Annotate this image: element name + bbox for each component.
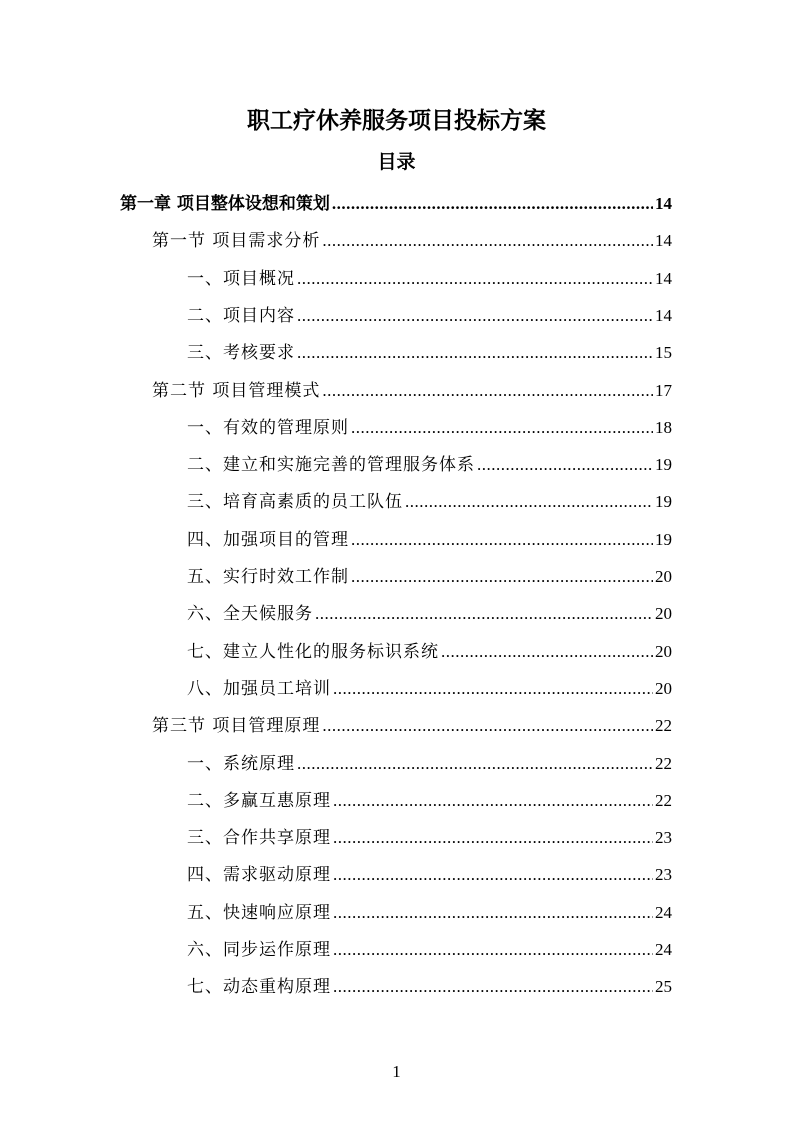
toc-item-entry[interactable] [187,638,672,666]
toc-entry-page: 15 [655,343,672,363]
page-number: 1 [392,1062,401,1081]
dot-leader [333,861,653,889]
toc-entry-page: 19 [655,492,672,512]
dot-leader [333,973,653,1001]
dot-leader [315,600,653,628]
toc-entry-page: 24 [655,940,672,959]
toc-item-entry[interactable] [187,787,672,815]
toc-entry-label: 四、加强项目的管理 [187,529,349,550]
toc-entry-label: 五、实行时效工作制 [187,567,349,587]
toc-entry-page: 20 [655,641,672,661]
toc-entry-label: 三、考核要求 [187,343,295,364]
toc-item-entry[interactable] [187,824,672,852]
toc-entry-label: 第三节 项目管理原理 [152,716,321,737]
dot-leader [297,302,653,330]
toc-item-entry[interactable] [187,451,672,479]
toc-entry-label: 一、有效的管理原则 [187,417,349,438]
toc-entry-page: 14 [655,305,672,325]
toc-entry-label: 二、多赢互惠原理 [187,790,331,811]
toc-item-entry[interactable] [187,265,672,293]
toc-section-entry[interactable] [152,712,672,740]
dot-leader [477,451,653,479]
dot-leader [322,377,653,405]
toc-entry-label: 一、系统原理 [187,753,295,774]
toc-item-entry[interactable] [187,936,672,964]
toc-item-entry[interactable] [187,899,672,927]
toc-entry-page: 17 [655,380,672,400]
toc-entry-label: 六、同步运作原理 [187,940,331,960]
toc-item-entry[interactable] [187,675,672,703]
toc-entry-page: 18 [655,417,672,437]
toc-entry-page: 19 [655,529,672,549]
toc-entry-label: 七、动态重构原理 [187,977,331,998]
dot-leader [297,750,653,778]
toc-entry-page: 23 [655,828,672,848]
dot-leader [333,899,653,927]
toc-item-entry[interactable] [187,302,672,330]
dot-leader [322,227,653,255]
toc-entry-page: 24 [655,902,672,922]
toc-item-entry[interactable] [187,973,672,1001]
toc-item-entry[interactable] [187,750,672,778]
toc-item-entry[interactable] [187,861,672,889]
toc-entry-page: 22 [655,753,672,773]
toc-entry-label: 六、全天候服务 [187,604,313,625]
dot-leader [322,712,653,740]
toc-item-entry[interactable] [187,526,672,554]
toc-entry-label: 一、项目概况 [187,268,295,289]
toc-entry-label: 五、快速响应原理 [187,902,331,923]
dot-leader [333,936,653,964]
dot-leader [333,675,653,703]
toc-entry-page: 25 [655,977,672,997]
document-title: 职工疗休养服务项目投标方案 [247,108,546,134]
dot-leader [351,563,653,591]
dot-leader [441,638,653,666]
toc-entry-page: 19 [655,455,672,475]
toc-entry-label: 第一章 项目整体设想和策划 [120,194,330,214]
dot-leader [297,339,653,367]
dot-leader [405,488,653,516]
toc-entry-page: 20 [655,678,672,698]
dot-leader [297,265,653,293]
toc-entry-page: 20 [655,567,672,586]
toc-entry-label: 三、合作共享原理 [187,828,331,849]
toc-section-entry[interactable] [152,227,672,255]
toc-entry-label: 八、加强员工培训 [187,678,331,699]
toc-section-entry[interactable] [152,377,672,405]
toc-item-entry[interactable] [187,339,672,367]
toc-entry-page: 22 [655,790,672,810]
toc-entry-label: 二、建立和实施完善的管理服务体系 [187,455,475,476]
toc-entry-page: 14 [655,268,672,288]
toc-entry-label: 第二节 项目管理模式 [152,380,321,401]
dot-leader [351,414,653,442]
dot-leader [333,824,653,852]
toc-item-entry[interactable] [187,600,672,628]
toc-entry-page: 14 [655,194,672,213]
toc-entry-page: 22 [655,716,672,736]
toc-entry-label: 七、建立人性化的服务标识系统 [187,641,439,662]
dot-leader [351,526,653,554]
toc-heading: 目录 [377,151,416,173]
toc-entry-label: 四、需求驱动原理 [187,865,331,886]
toc-entry-page: 20 [655,604,672,624]
dot-leader [333,787,653,815]
toc-entry-label: 第一节 项目需求分析 [152,231,321,252]
toc-chapter-entry[interactable] [120,190,672,218]
toc-item-entry[interactable] [187,414,672,442]
toc-item-entry[interactable] [187,563,672,591]
toc-item-entry[interactable] [187,488,672,516]
toc-entry-label: 三、培育高素质的员工队伍 [187,492,403,513]
dot-leader [332,190,653,218]
toc-entry-page: 23 [655,865,672,885]
toc-entry-label: 二、项目内容 [187,305,295,326]
toc-entry-page: 14 [655,231,672,251]
